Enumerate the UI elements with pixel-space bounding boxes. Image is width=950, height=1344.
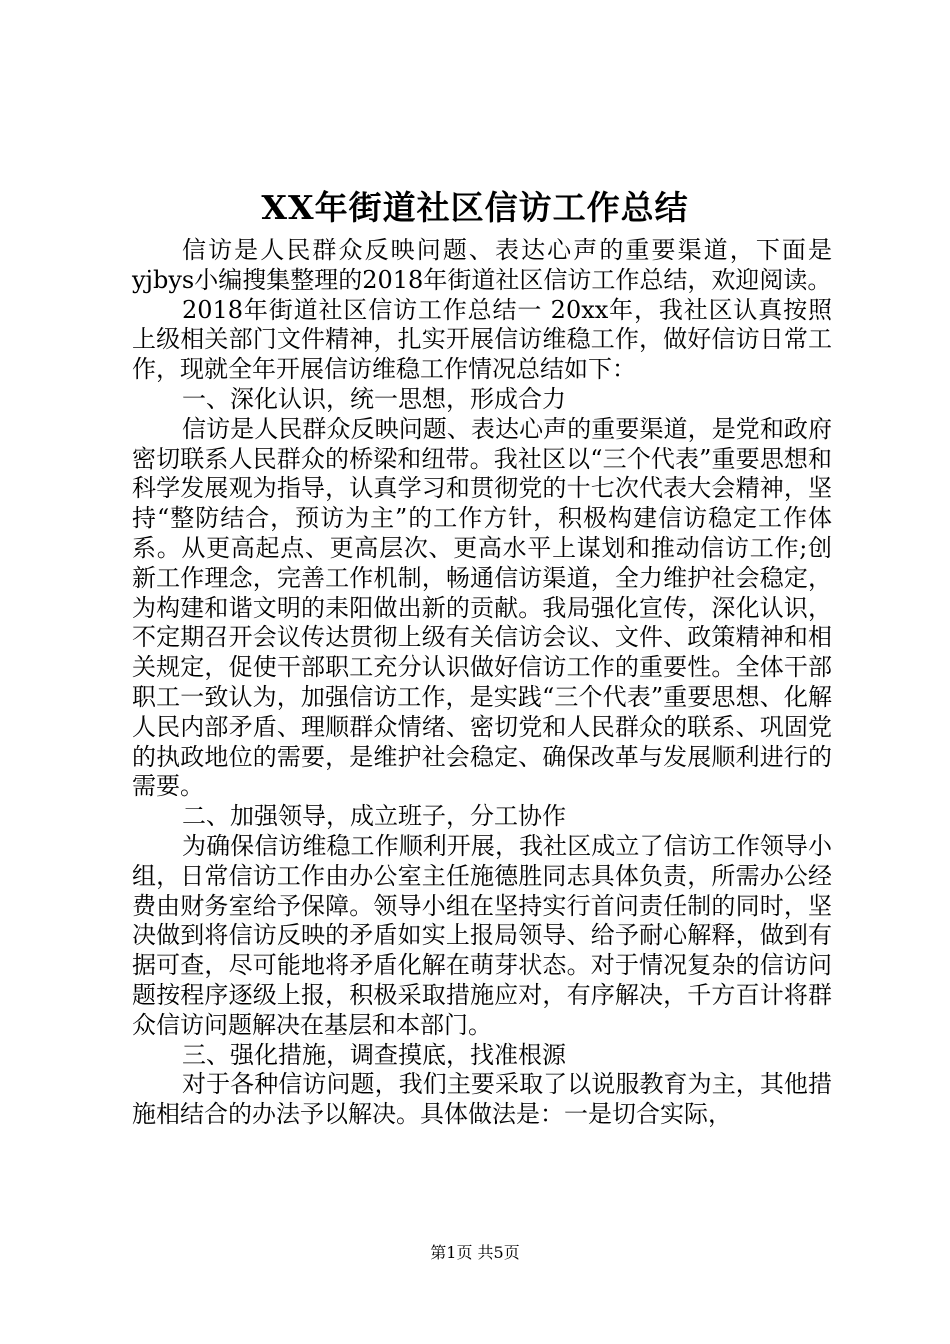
- paragraph-intro: 信访是人民群众反映问题、表达心声的重要渠道，下面是yjbys小编搜集整理的2018年街道社区信访工作总结，欢迎阅读。: [132, 236, 832, 294]
- section-heading-3: 三、强化措施，调查摸底，找准根源: [182, 1040, 566, 1069]
- document-body: [132, 236, 832, 1130]
- section-heading-1: 一、深化认识，统一思想，形成合力: [182, 384, 566, 413]
- paragraph-section-1: 信访是人民群众反映问题、表达心声的重要渠道，是党和政府密切联系人民群众的桥梁和纽带。我社区以“三个代表”重要思想和科学发展观为指导，认真学习和贯彻党的十七次代表大会精神，坚持“整防结合，预访为主”的工作方针，积极构建信访稳定工作体系。从更高起点、更高层次、更高水平上谋划和推动信访工作;创新工作理念，完善工作机制，畅通信访渠道，全力维护社会稳定，为构建和谐文明的耒阳做出新的贡献。我局强化宣传，深化认识，不定期召开会议传达贯彻上级有关信访会议、文件、政策精神和相关规定，促使干部职工充分认识做好信访工作的重要性。全体干部职工一致认为，加强信访工作，是实践“三个代表”重要思想、化解人民内部矛盾、理顺群众情绪、密切党和人民群众的联系、巩固党的执政地位的需要，是维护社会稳定、确保改革与发展顺利进行的需要。: [132, 414, 832, 801]
- document-title: XX年街道社区信访工作总结: [261, 188, 689, 227]
- section-heading-2: 二、加强领导，成立班子，分工协作: [182, 802, 566, 831]
- paragraph-section-2: 为确保信访维稳工作顺利开展，我社区成立了信访工作领导小组，日常信访工作由办公室主任施德胜同志具体负责，所需办公经费由财务室给予保障。领导小组在坚持实行首问责任制的同时，坚决做到将信访反映的矛盾如实上报局领导、给予耐心解释，做到有据可查，尽可能地将矛盾化解在萌芽状态。对于情况复杂的信访问题按程序逐级上报，积极采取措施应对，有序解决，千方百计将群众信访问题解决在基层和本部门。: [132, 831, 832, 1039]
- paragraph-overview: 2018年街道社区信访工作总结一 20xx年，我社区认真按照上级相关部门文件精神，扎实开展信访维稳工作，做好信访日常工作，现就全年开展信访维稳工作情况总结如下：: [132, 295, 832, 384]
- paragraph-section-3: 对于各种信访问题，我们主要采取了以说服教育为主，其他措施相结合的办法予以解决。具体做法是：一是切合实际，: [132, 1070, 832, 1129]
- page-footer: 第1页 共5页: [430, 1243, 520, 1262]
